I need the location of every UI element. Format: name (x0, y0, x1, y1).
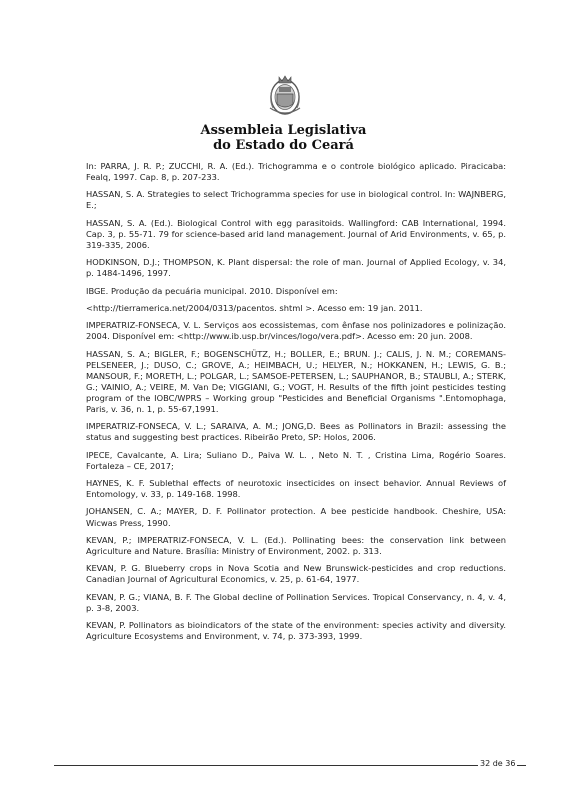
reference-item: IMPERATRIZ-FONSECA, V. L.; SARAIVA, A. M.; JONG,D. Bees as Pollinators in Brazil: assessing the status and suggesting best practices. Ribeirão Preto, SP: Holos, 2006. (86, 421, 506, 443)
reference-item: JOHANSEN, C. A.; MAYER, D. F. Pollinator protection. A bee pesticide handbook. Cheshire, USA: Wicwas Press, 1990. (86, 506, 506, 528)
reference-item: In: PARRA, J. R. P.; ZUCCHI, R. A. (Ed.). Trichogramma e o controle biológico aplicado. Piracicaba: Fealq, 1997. Cap. 8, p. 207-233. (86, 161, 506, 183)
reference-item: HAYNES, K. F. Sublethal effects of neurotoxic insecticides on insect behavior. Annual Reviews of Entomology, v. 33, p. 149-168. 1998. (86, 478, 506, 500)
reference-item: KEVAN, P. G.; VIANA, B. F. The Global decline of Pollination Services. Tropical Conservancy, n. 4, v. 4, p. 3-8, 2003. (86, 591, 506, 613)
institution-name-line1: Assembleia Legislativa (200, 123, 367, 138)
reference-item: KEVAN, P.; IMPERATRIZ-FONSECA, V. L. (Ed.). Pollinating bees: the conservation link between Agriculture and Nature. Brasília: Ministry of Environment, 2002. p. 313. (86, 534, 506, 556)
reference-item: HASSAN, S. A.; BIGLER, F.; BOGENSCHÜTZ, H.; BOLLER, E.; BRUN. J.; CALIS, J. N. M.; COREMANS-PELSENEER, J.; DUSO, C.; GROVE, A.; HEIMBACH, U.; HELYER, N.; HOKKANEN, H.; LEWIS, G. B.; MANSOUR, F.; MORETH, L.; POLGAR, L.; SAMSOE-PETERSEN, L.; SAUPHANOR, B.; STAUBLI, A.; STERK, G.; VAINIO, A.; VEIRE, M. Van De; VIGGIANI, G.; VOGT, H. Results of the fifth joint pesticides testing program of the IOBC/WPRS – Working group "Pesticides and Beneficial Organisms ".Entomophaga, Paris, v. 36, n. 1, p. 55-67,1991. (86, 348, 506, 414)
institution-name-line2: do Estado do Ceará (213, 138, 354, 153)
reference-item: HASSAN, S. A. (Ed.). Biological Control with egg parasitoids. Wallingford: CAB International, 1994. Cap. 3, p. 55-71. 79 for science-based arid land management. Journal of Arid Environments, v. 65, p. 319-335, 2006. (86, 217, 506, 250)
page-number: 32 de 36 (480, 759, 516, 768)
reference-list (86, 161, 506, 648)
state-coat-of-arms-seal (265, 72, 305, 120)
institution-header (0, 123, 567, 153)
reference-item: HASSAN, S. A. Strategies to select Trichogramma species for use in biological control. In: WAJNBERG, E.; (86, 189, 506, 211)
reference-item: IPECE, Cavalcante, A. Lira; Suliano D., Paiva W. L. , Neto N. T. , Cristina Lima, Rogério Soares. Fortaleza – CE, 2017; (86, 449, 506, 471)
footer-divider (54, 765, 526, 766)
reference-item: IBGE. Produção da pecuária municipal. 2010. Disponível em: (86, 285, 338, 296)
reference-item: HODKINSON, D.J.; THOMPSON, K. Plant dispersal: the role of man. Journal of Applied Ecology, v. 34, p. 1484-1496, 1997. (86, 257, 506, 279)
reference-item: <http://tierramerica.net/2004/0313/pacentos. shtml >. Acesso em: 19 jan. 2011. (86, 302, 423, 313)
reference-item: KEVAN, P. Pollinators as bioindicators of the state of the environment: species activity and diversity. Agriculture Ecosystems and Environment, v. 74, p. 373-393, 1999. (86, 619, 506, 641)
reference-item: KEVAN, P. G. Blueberry crops in Nova Scotia and New Brunswick-pesticides and crop reductions. Canadian Journal of Agricultural Economics, v. 25, p. 61-64, 1977. (86, 563, 506, 585)
reference-item: IMPERATRIZ-FONSECA, V. L. Serviços aos ecossistemas, com ênfase nos polinizadores e polinização. 2004. Disponível em: <http://www.ib.usp.br/vinces/logo/vera.pdf>. Acesso em: 20 jun. 2008. (86, 320, 506, 342)
